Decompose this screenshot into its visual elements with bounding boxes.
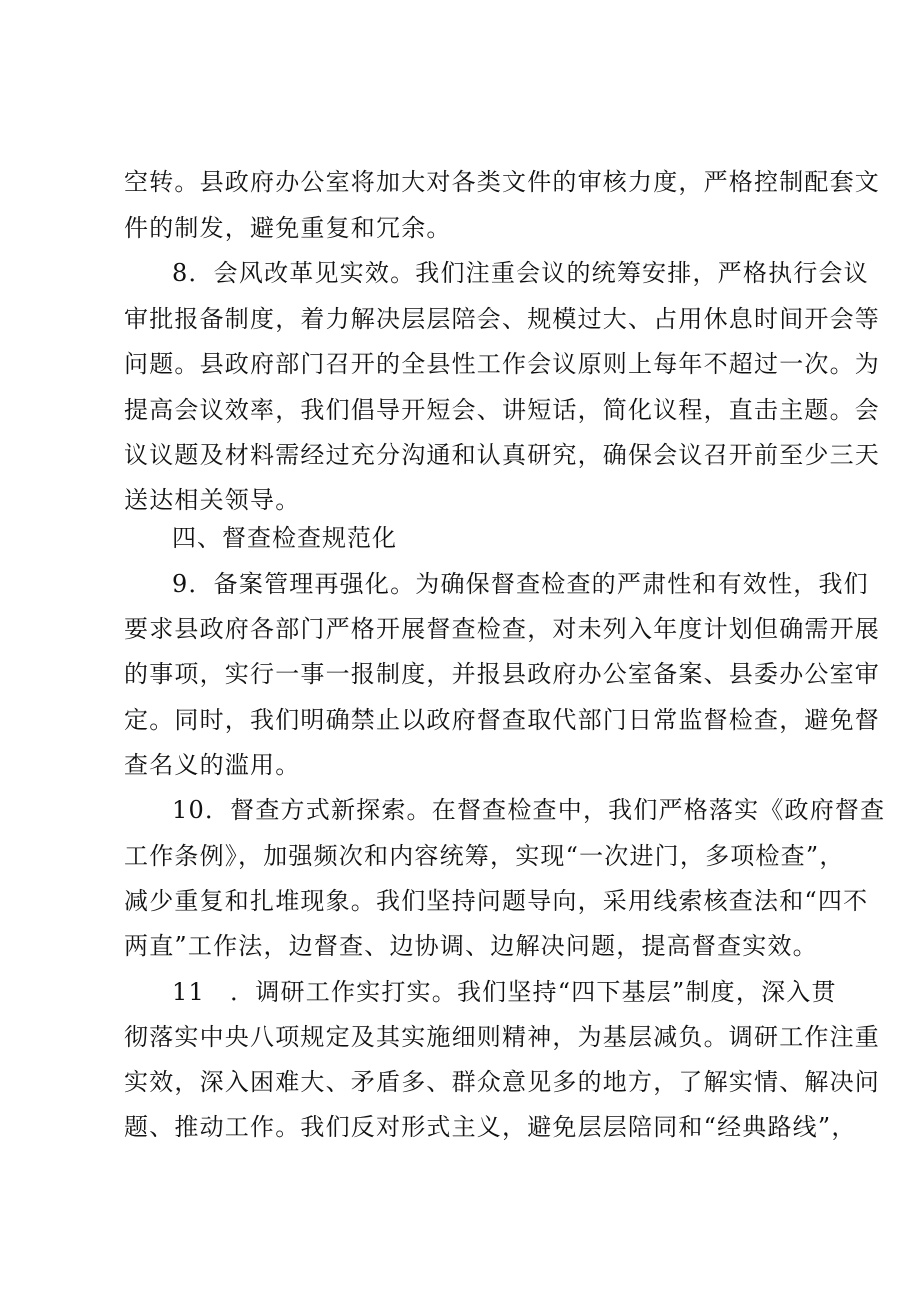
paragraph-line: 定。同时，我们明确禁止以政府督查取代部门日常监督检查，避免督 [124, 706, 880, 734]
paragraph-line: 10．督查方式新探索。在督查检查中，我们严格落实《政府督查 [172, 796, 886, 824]
paragraph-line: 审批报备制度，着力解决层层陪会、规模过大、占用休息时间开会等 [124, 305, 880, 333]
paragraph-line: 题、推动工作。我们反对形式主义，避免层层陪同和“经典路线”， [124, 1113, 857, 1141]
paragraph-line: 议议题及材料需经过充分沟通和认真研究，确保会议召开前至少三天 [124, 441, 880, 469]
paragraph-line: 提高会议效率，我们倡导开短会、讲短话，简化议程，直击主题。会 [124, 396, 880, 424]
section-heading: 四、督查检查规范化 [172, 524, 397, 552]
paragraph-line: 11 ．调研工作实打实。我们坚持“四下基层”制度，深入贯 [172, 978, 837, 1006]
paragraph-line: 9．备案管理再强化。为确保督查检查的严肃性和有效性，我们 [172, 570, 869, 598]
paragraph-line: 工作条例》，加强频次和内容统筹，实现“一次进门，多项检查”， [124, 842, 845, 870]
paragraph-line: 两直”工作法，边督查、边协调、边解决问题，提高督查实效。 [124, 932, 818, 960]
paragraph-line: 件的制发，避免重复和冗余。 [124, 214, 452, 242]
paragraph-line: 减少重复和扎堆现象。我们坚持问题导向，采用线索核查法和“四不 [124, 887, 869, 915]
paragraph-line: 彻落实中央八项规定及其实施细则精神，为基层减负。调研工作注重 [124, 1023, 880, 1051]
paragraph-line: 问题。县政府部门召开的全县性工作会议原则上每年不超过一次。为 [124, 350, 880, 378]
paragraph-line: 要求县政府各部门严格开展督查检查，对未列入年度计划但确需开展 [124, 615, 880, 643]
paragraph-line: 8．会风改革见实效。我们注重会议的统筹安排，严格执行会议 [172, 259, 869, 287]
paragraph-line: 空转。县政府办公室将加大对各类文件的审核力度，严格控制配套文 [124, 168, 880, 196]
paragraph-line: 的事项，实行一事一报制度，并报县政府办公室备案、县委办公室审 [124, 660, 880, 688]
paragraph-line: 送达相关领导。 [124, 486, 301, 514]
paragraph-line: 查名义的滥用。 [124, 751, 301, 779]
paragraph-line: 实效，深入困难大、矛盾多、群众意见多的地方，了解实情、解决问 [124, 1068, 880, 1096]
